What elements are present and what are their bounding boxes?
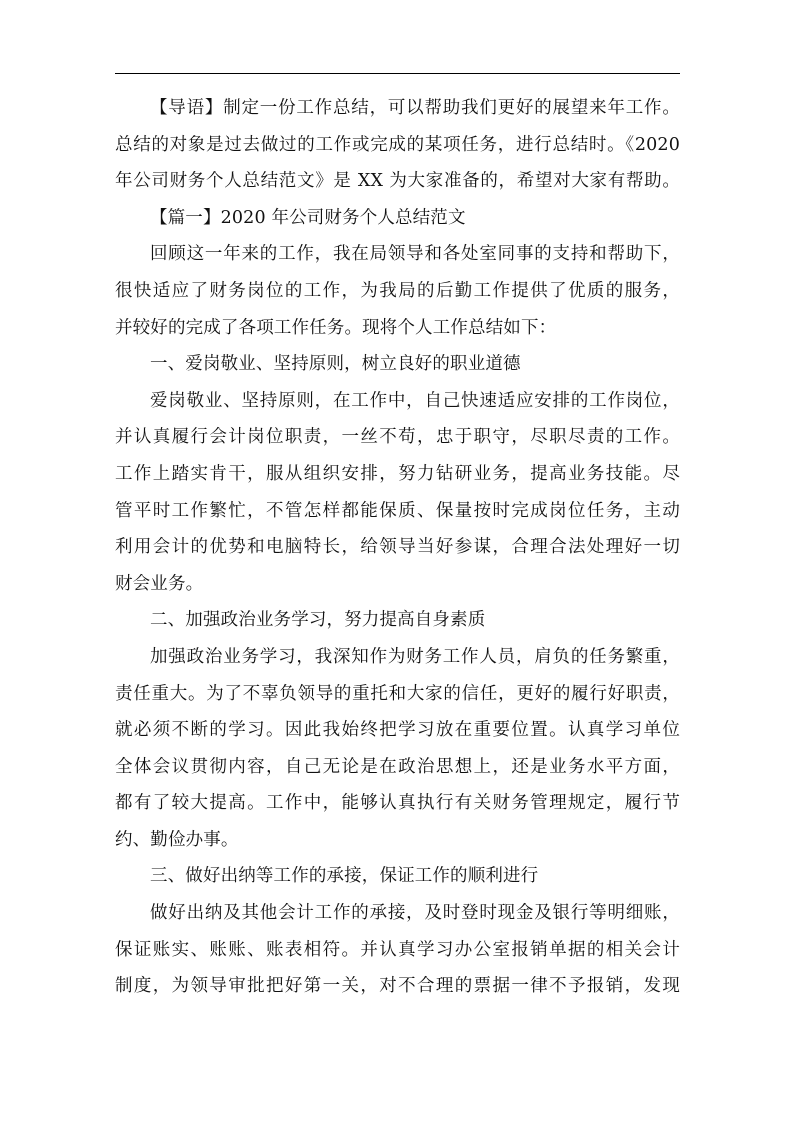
paragraph-line: 很快适应了财务岗位的工作，为我局的后勤工作提供了优质的服务， [115, 280, 680, 301]
intro-line-3: 年公司财务个人总结范文》是 XX 为大家准备的，希望对大家有帮助。 [115, 171, 680, 192]
intro-line-1: 【导语】制定一份工作总结，可以帮助我们更好的展望来年工作。 [150, 98, 680, 118]
paragraph-line: 保证账实、账账、账表相符。并认真学习办公室报销单据的相关会计 [115, 939, 680, 960]
subheading-two: 二、加强政治业务学习，努力提高自身素质 [150, 610, 486, 631]
paragraph-line: 财会业务。 [115, 573, 204, 594]
subheading-one: 一、爱岗敬业、坚持原则，树立良好的职业道德 [150, 354, 521, 375]
section-heading-part-one: 【篇一】2020 年公司财务个人总结范文 [150, 207, 466, 228]
paragraph-line: 并认真履行会计岗位职责，一丝不苟，忠于职守，尽职尽责的工作。 [115, 427, 680, 448]
subheading-three: 三、做好出纳等工作的承接，保证工作的顺利进行 [150, 866, 539, 887]
paragraph-line: 做好出纳及其他会计工作的承接，及时登时现金及银行等明细账， [150, 903, 680, 924]
paragraph-line: 制度，为领导审批把好第一关，对不合理的票据一律不予报销，发现 [115, 976, 680, 997]
paragraph-line: 约、勤俭办事。 [115, 829, 239, 850]
paragraph-line: 全体会议贯彻内容，自己无论是在政治思想上，还是业务水平方面， [115, 756, 680, 777]
paragraph-line: 责任重大。为了不辜负领导的重托和大家的信任，更好的履行好职责， [115, 683, 680, 704]
paragraph-line: 加强政治业务学习，我深知作为财务工作人员，肩负的任务繁重， [150, 646, 680, 667]
paragraph-line: 就必须不断的学习。因此我始终把学习放在重要位置。认真学习单位 [115, 720, 680, 741]
header-rule [115, 73, 680, 74]
intro-line-2: 总结的对象是过去做过的工作或完成的某项任务，进行总结时。《2020 [115, 134, 680, 155]
paragraph-line: 利用会计的优势和电脑特长，给领导当好参谋，合理合法处理好一切 [115, 537, 680, 558]
paragraph-line: 并较好的完成了各项工作任务。现将个人工作总结如下： [115, 317, 557, 338]
paragraph-line: 工作上踏实肯干，服从组织安排，努力钻研业务，提高业务技能。尽 [115, 463, 680, 484]
document-body [115, 90, 680, 1005]
paragraph-line: 回顾这一年来的工作，我在局领导和各处室同事的支持和帮助下， [150, 244, 680, 265]
paragraph-line: 都有了较大提高。工作中，能够认真执行有关财务管理规定，履行节 [115, 793, 680, 814]
paragraph-line: 爱岗敬业、坚持原则，在工作中，自己快速适应安排的工作岗位， [150, 390, 680, 411]
paragraph-line: 管平时工作繁忙，不管怎样都能保质、保量按时完成岗位任务，主动 [115, 500, 680, 521]
